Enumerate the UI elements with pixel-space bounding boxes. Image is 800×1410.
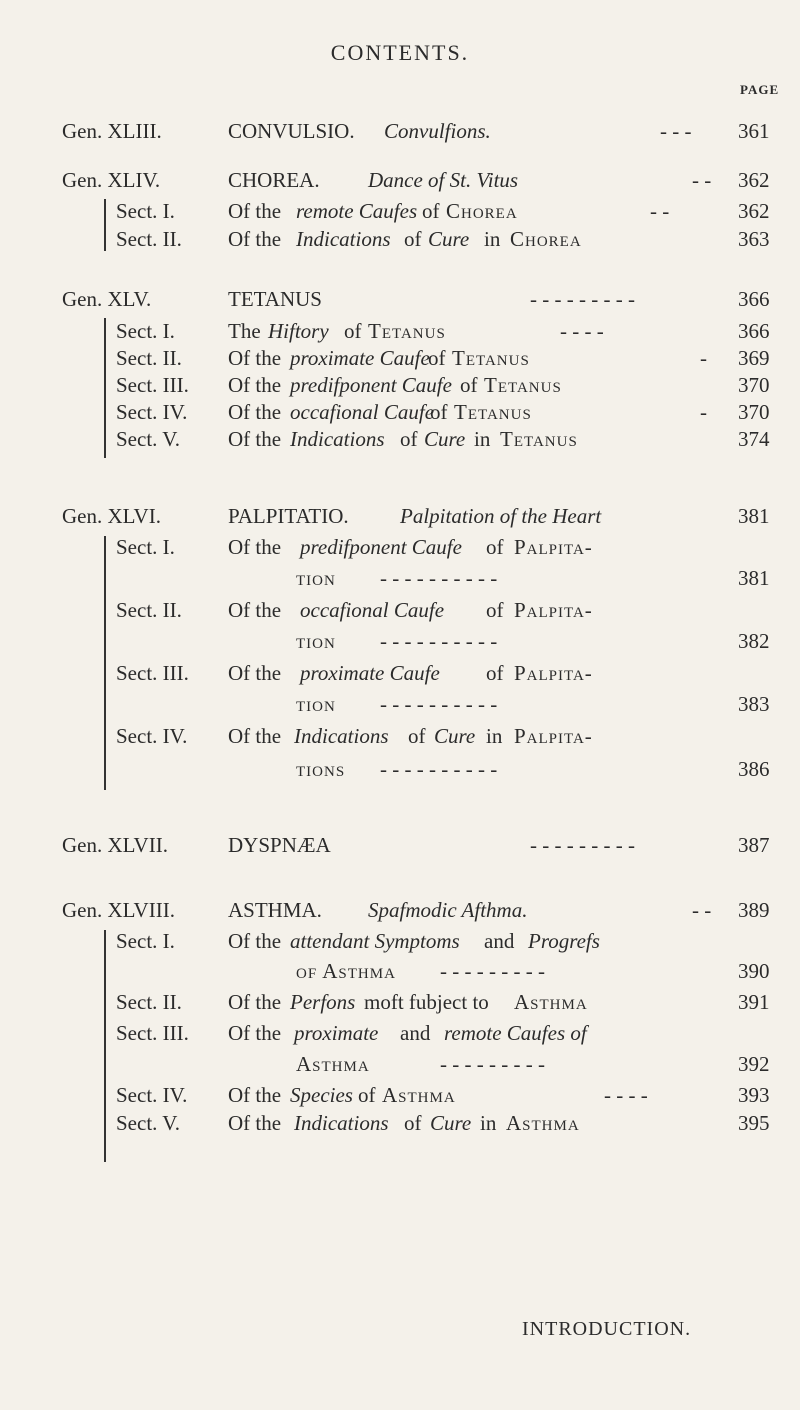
entry-text-smallcaps: Tetanus (500, 427, 578, 451)
entry-text-smallcaps: tion (296, 566, 336, 590)
entry-text: Of the (228, 373, 282, 397)
page-number: 383 (738, 692, 770, 716)
toc-entry-continuation[interactable] (0, 563, 800, 593)
entry-text-smallcaps: Asthma (382, 1083, 456, 1107)
section-number: Sect. III. (116, 373, 189, 397)
page-column-label: PAGE (740, 82, 780, 97)
entry-text: moft fubject to (364, 990, 489, 1014)
entry-text-smallcaps: Asthma (296, 1052, 370, 1076)
section-number: Sect. IV. (116, 1083, 188, 1107)
entry-text: Of the (228, 400, 282, 424)
toc-entry-continuation[interactable] (0, 754, 800, 784)
entry-text-italic: Cure (430, 1111, 472, 1135)
leader-dots: - - - (660, 119, 692, 143)
entry-text-smallcaps: Palpita- (514, 535, 593, 559)
entry-text-italic: Species (290, 1083, 353, 1107)
toc-entry-section[interactable] (0, 1018, 800, 1048)
entry-text: Of the (228, 199, 282, 223)
entry-text-smallcaps: Tetanus (452, 346, 530, 370)
leader-dots: - (700, 346, 707, 370)
entry-text: of (344, 319, 362, 343)
page-number: 369 (738, 346, 770, 370)
entry-text-smallcaps: Asthma (506, 1111, 580, 1135)
section-number: Sect. IV. (116, 724, 188, 748)
entry-text: of (408, 724, 426, 748)
section-number: Sect. I. (116, 929, 175, 953)
entry-text-italic: proximate Caufe (290, 346, 430, 370)
toc-entry-section[interactable] (0, 987, 800, 1017)
entry-text: Of the (228, 724, 282, 748)
genus-number: Gen. XLV. (62, 287, 152, 311)
entry-text: in (486, 724, 503, 748)
entry-subtitle: Convulfions. (384, 119, 491, 143)
entry-title: TETANUS (228, 287, 322, 311)
entry-text-italic: Indications (294, 1111, 389, 1135)
page-number: 386 (738, 757, 770, 781)
entry-text-smallcaps: Chorea (446, 199, 518, 223)
toc-entry-section[interactable] (0, 532, 800, 562)
section-number: Sect. V. (116, 1111, 180, 1135)
entry-text: of (486, 535, 504, 559)
genus-number: Gen. XLIII. (62, 119, 162, 143)
leader-dots: - - - - - - - - - - (380, 566, 498, 590)
entry-text: in (484, 227, 501, 251)
entry-text: Of the (228, 990, 282, 1014)
toc-entry-section[interactable] (0, 224, 800, 254)
section-number: Sect. II. (116, 346, 182, 370)
entry-text: Of the (228, 346, 282, 370)
leader-dots: - - - - - - - - - - (380, 757, 498, 781)
leader-dots: - - - - - - - - - - (380, 692, 498, 716)
entry-text-smallcaps: Chorea (510, 227, 582, 251)
entry-text-italic: proximate (294, 1021, 379, 1045)
section-number: Sect. IV. (116, 400, 188, 424)
leader-dots: - - - - - - - - - (440, 959, 545, 983)
entry-text-italic: Cure (434, 724, 476, 748)
entry-title: ASTHMA. (228, 898, 322, 922)
entry-text-smallcaps: Palpita- (514, 598, 593, 622)
entry-text-smallcaps: tions (296, 757, 346, 781)
entry-text: of (404, 227, 422, 251)
toc-entry-section[interactable] (0, 1108, 800, 1138)
section-number: Sect. V. (116, 427, 180, 451)
entry-text-italic: Cure (424, 427, 466, 451)
toc-entry-continuation[interactable] (0, 1049, 800, 1079)
page-number: 390 (738, 959, 770, 983)
entry-subtitle: Dance of St. Vitus (368, 168, 519, 192)
entry-text-italic: predifponent Caufe (300, 535, 462, 559)
entry-text: Of the (228, 535, 282, 559)
entry-text: of (460, 373, 478, 397)
page-number: 366 (738, 319, 770, 343)
toc-entry-continuation[interactable] (0, 626, 800, 656)
entry-title: DYSPNÆA (228, 833, 331, 857)
entry-text-italic: Hiftory (268, 319, 329, 343)
entry-text-italic: predifponent Caufe (290, 373, 452, 397)
section-number: Sect. III. (116, 1021, 189, 1045)
toc-entry-section[interactable] (0, 343, 800, 373)
leader-dots: - - (650, 199, 670, 223)
catchword: INTRODUCTION. (522, 1318, 692, 1340)
page-number: 393 (738, 1083, 770, 1107)
toc-entry-genus[interactable] (0, 830, 800, 860)
entry-text-italic: occafional Caufe (300, 598, 445, 622)
entry-text: Of the (228, 427, 282, 451)
leader-dots: - (700, 400, 707, 424)
entry-text: of (400, 427, 418, 451)
section-number: Sect. I. (116, 319, 175, 343)
entry-text-smallcaps: Tetanus (484, 373, 562, 397)
toc-entry-genus[interactable] (0, 895, 800, 925)
toc-entry-genus[interactable] (0, 165, 800, 195)
toc-entry-section[interactable] (0, 424, 800, 454)
entry-text: Of the (228, 598, 282, 622)
entry-text: and (484, 929, 515, 953)
entry-text: Of the (228, 1083, 282, 1107)
section-number: Sect. III. (116, 661, 189, 685)
entry-title: CONVULSIO. (228, 119, 355, 143)
entry-text-smallcaps: Palpita- (514, 661, 593, 685)
entry-text: and (400, 1021, 431, 1045)
entry-text-italic: Indications (294, 724, 389, 748)
toc-entry-section[interactable] (0, 658, 800, 688)
section-number: Sect. II. (116, 990, 182, 1014)
entry-text: of (486, 598, 504, 622)
entry-text-smallcaps: Palpita- (514, 724, 593, 748)
toc-entry-section[interactable] (0, 316, 800, 346)
entry-text: of (428, 346, 446, 370)
leader-dots: - - - - (560, 319, 604, 343)
entry-text: of (486, 661, 504, 685)
entry-text: Of the (228, 661, 282, 685)
section-number: Sect. I. (116, 199, 175, 223)
page-number: 381 (738, 504, 770, 528)
entry-subtitle: Spafmodic Afthma. (368, 898, 528, 922)
entry-text-italic: remote Caufes of (444, 1021, 587, 1045)
page-number: 389 (738, 898, 770, 922)
entry-text: The (228, 319, 261, 343)
entry-text-italic: Indications (296, 227, 391, 251)
entry-text-italic: Cure (428, 227, 470, 251)
page-number: 361 (738, 119, 770, 143)
entry-text: Of the (228, 1111, 282, 1135)
entry-text-smallcaps: Tetanus (368, 319, 446, 343)
leader-dots: - - (692, 168, 712, 192)
section-number: Sect. I. (116, 535, 175, 559)
page-number: 362 (738, 168, 770, 192)
page-number: 387 (738, 833, 770, 857)
leader-dots: - - - - - - - - - - (380, 629, 498, 653)
entry-text-italic: remote Caufes (296, 199, 418, 223)
entry-text: Of the (228, 1021, 282, 1045)
page-number: 363 (738, 227, 770, 251)
toc-entry-section[interactable] (0, 595, 800, 625)
toc-entry-genus[interactable] (0, 501, 800, 531)
entry-title: CHOREA. (228, 168, 320, 192)
entry-text-smallcaps: of Asthma (296, 959, 396, 983)
entry-text: in (480, 1111, 497, 1135)
entry-text-italic: Progrefs (528, 929, 600, 953)
toc-entry-section[interactable] (0, 1080, 800, 1110)
leader-dots: - - - - - - - - - (440, 1052, 545, 1076)
genus-number: Gen. XLVII. (62, 833, 168, 857)
section-number: Sect. II. (116, 227, 182, 251)
entry-text-italic: Perfons (290, 990, 356, 1014)
page-number: 392 (738, 1052, 770, 1076)
entry-text-smallcaps: tion (296, 692, 336, 716)
page-number: 370 (738, 373, 770, 397)
entry-text-italic: Indications (290, 427, 385, 451)
entry-text: of (422, 199, 440, 223)
toc-entry-genus[interactable] (0, 284, 800, 314)
page-number: 370 (738, 400, 770, 424)
section-number: Sect. II. (116, 598, 182, 622)
page-number: 391 (738, 990, 770, 1014)
entry-text: of (430, 400, 448, 424)
toc-entry-continuation[interactable] (0, 956, 800, 986)
entry-text: in (474, 427, 491, 451)
entry-text-smallcaps: Tetanus (454, 400, 532, 424)
entry-text: Of the (228, 227, 282, 251)
toc-entry-genus[interactable] (0, 116, 800, 146)
genus-number: Gen. XLVI. (62, 504, 161, 528)
genus-number: Gen. XLVIII. (62, 898, 175, 922)
entry-text-italic: occafional Caufe (290, 400, 435, 424)
page-number: 374 (738, 427, 770, 451)
entry-text: Of the (228, 929, 282, 953)
page-number: 381 (738, 566, 770, 590)
leader-dots: - - - - - - - - - (530, 287, 635, 311)
page-number: 362 (738, 199, 770, 223)
toc-entry-section[interactable] (0, 721, 800, 751)
entry-text-italic: proximate Caufe (300, 661, 440, 685)
page-number: 395 (738, 1111, 770, 1135)
toc-entry-continuation[interactable] (0, 689, 800, 719)
toc-entry-section[interactable] (0, 397, 800, 427)
toc-entry-section[interactable] (0, 196, 800, 226)
entry-text-smallcaps: tion (296, 629, 336, 653)
entry-text: of (358, 1083, 376, 1107)
running-head: CONTENTS. (330, 40, 470, 65)
entry-text-smallcaps: Asthma (514, 990, 588, 1014)
entry-subtitle: Palpitation of the Heart (400, 504, 602, 528)
page-number: 382 (738, 629, 770, 653)
toc-entry-section[interactable] (0, 370, 800, 400)
entry-text: of (404, 1111, 422, 1135)
leader-dots: - - - - (604, 1083, 648, 1107)
entry-title: PALPITATIO. (228, 504, 349, 528)
entry-text-italic: attendant Symptoms (290, 929, 460, 953)
leader-dots: - - (692, 898, 712, 922)
page-number: 366 (738, 287, 770, 311)
leader-dots: - - - - - - - - - (530, 833, 635, 857)
toc-entry-section[interactable] (0, 926, 800, 956)
genus-number: Gen. XLIV. (62, 168, 161, 192)
